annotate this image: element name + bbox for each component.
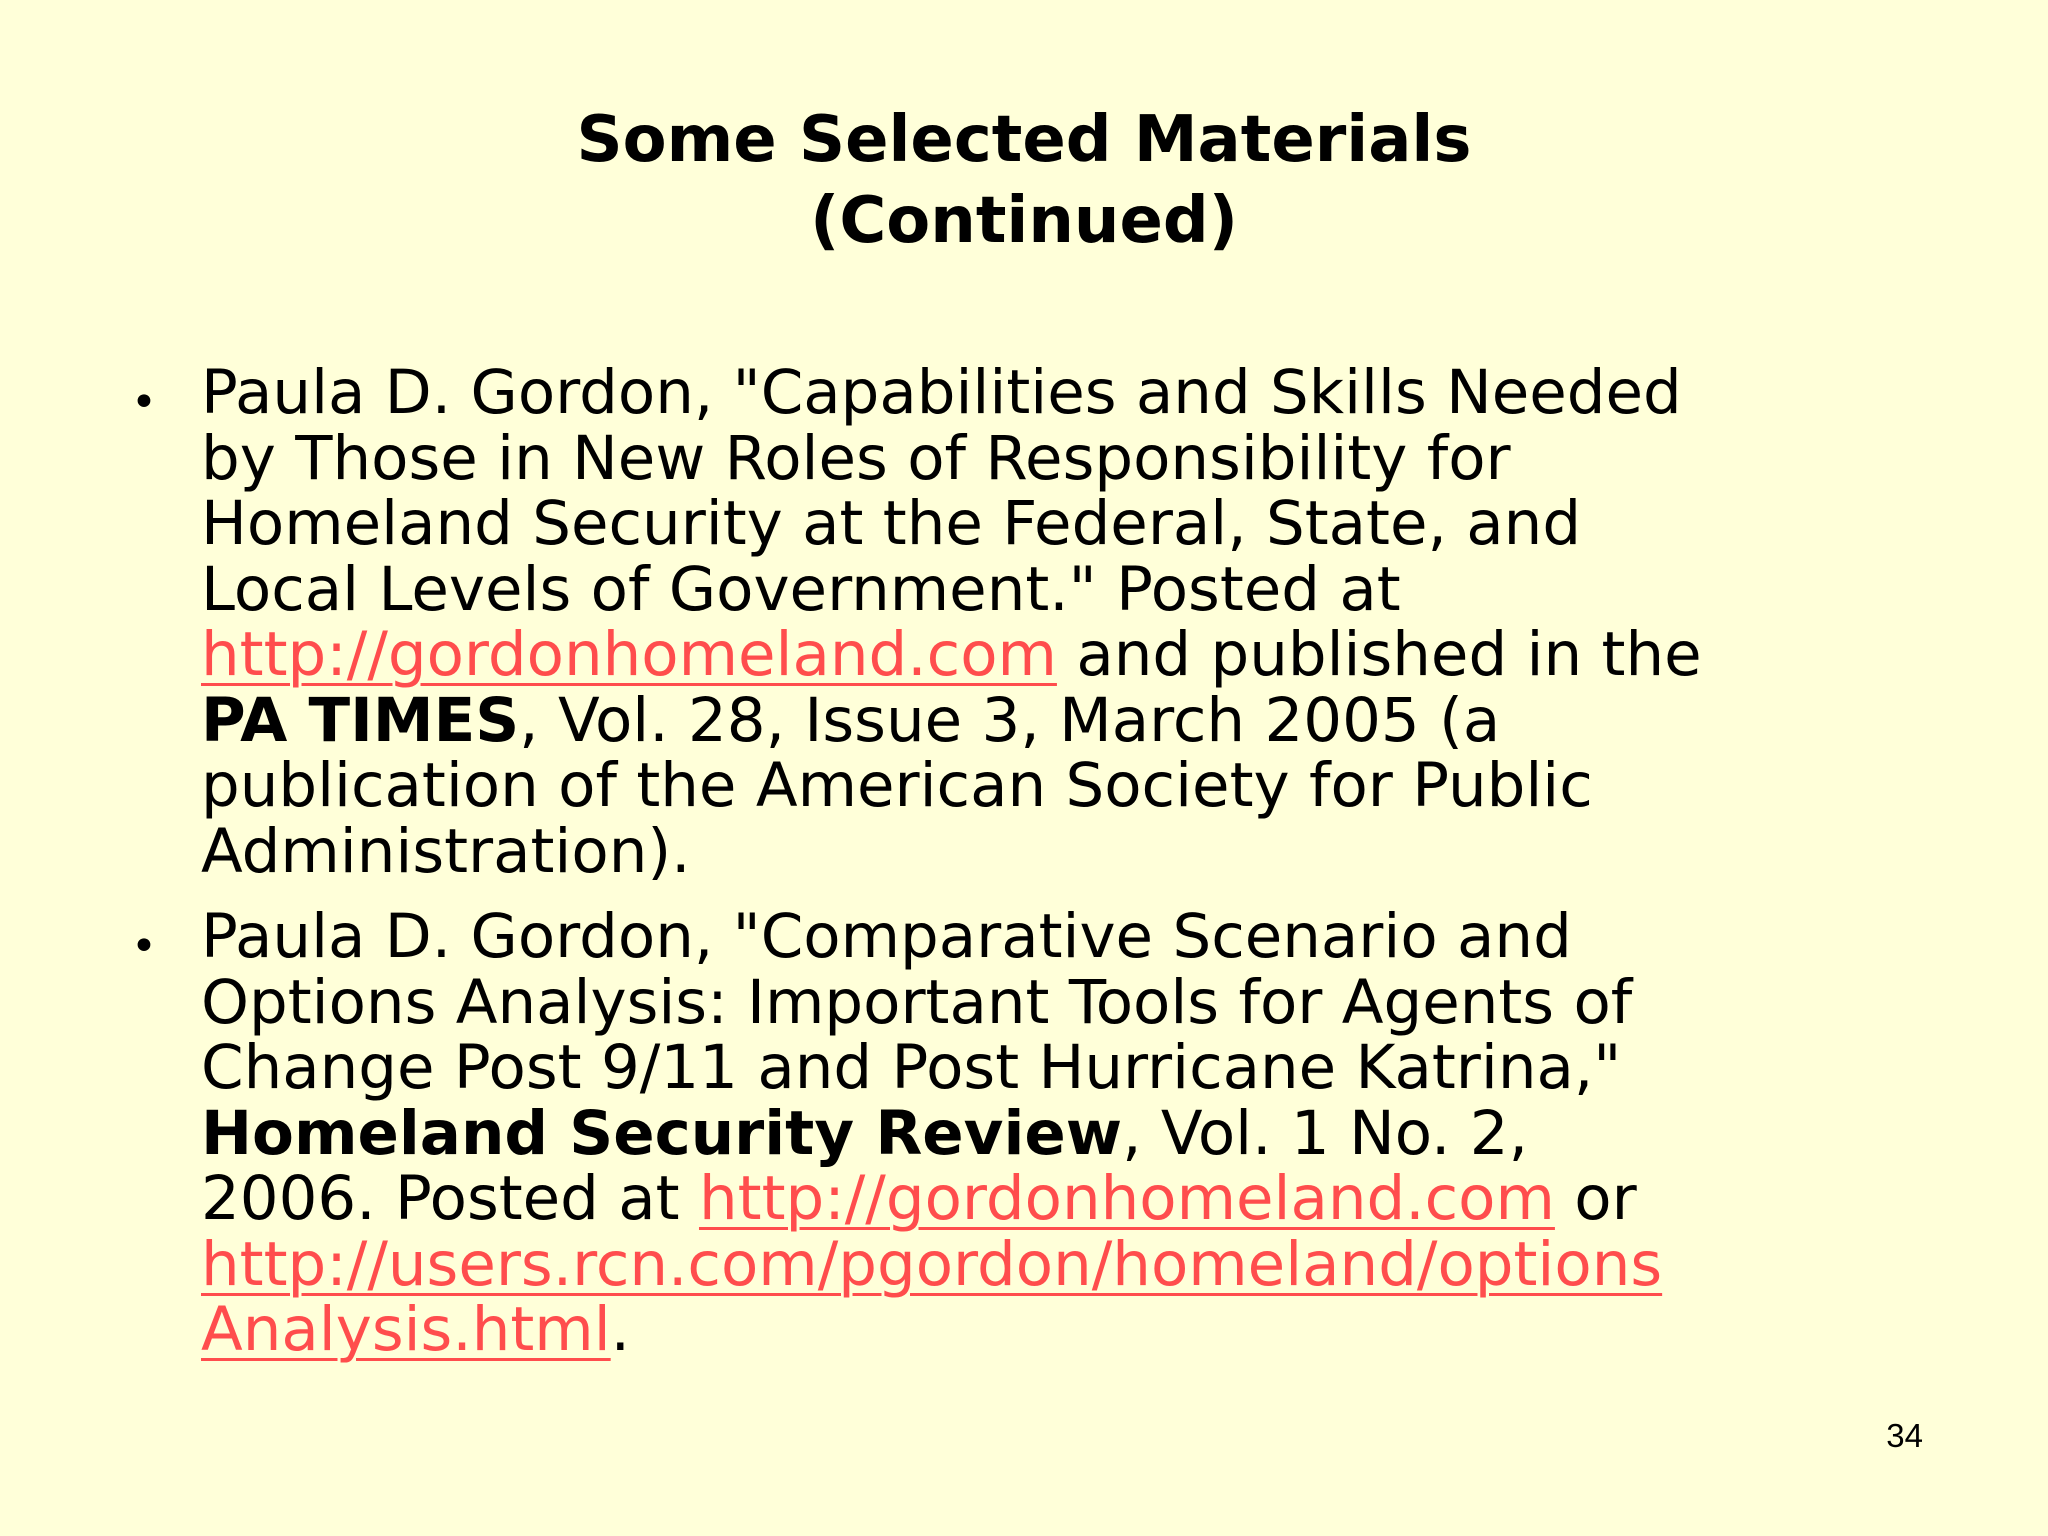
- text-line: Homeland Security at the Federal, State, and: [201, 488, 1582, 559]
- bullet-list: [127, 357, 1927, 1383]
- end-punctuation: .: [610, 1294, 631, 1365]
- text-line: [201, 1097, 1927, 1169]
- homeland-security-review-publication: Homeland Security Review: [201, 1097, 1123, 1169]
- gordonhomeland-link[interactable]: http://gordonhomeland.com: [201, 619, 1057, 690]
- options-analysis-link-part-2[interactable]: Analysis.html: [201, 1294, 611, 1365]
- text-line: [201, 1294, 1927, 1365]
- title-line-2: (Continued): [810, 184, 1238, 258]
- text-line: [201, 684, 1927, 756]
- slide-title: [0, 100, 2048, 262]
- posted-prefix: 2006. Posted at: [201, 1163, 699, 1234]
- options-analysis-link-part-1[interactable]: http://users.rcn.com/pgordon/homeland/options: [201, 1228, 1663, 1300]
- pa-times-publication: PA TIMES: [201, 684, 520, 756]
- text-line: [201, 1163, 1927, 1234]
- title-line-1: Some Selected Materials: [576, 103, 1472, 177]
- after-link-text: and published in the: [1056, 619, 1702, 690]
- bullet-text: [201, 357, 1927, 887]
- text-line: Administration).: [201, 815, 691, 887]
- text-line: by Those in New Roles of Responsibility for: [201, 422, 1511, 494]
- bullet-item-capabilities-skills: [127, 357, 1927, 887]
- page-number: 34: [1886, 1417, 1923, 1454]
- bullet-item-scenario-analysis: [127, 901, 1927, 1365]
- text-line: [201, 1228, 1927, 1300]
- text-line: Local Levels of Government." Posted at: [201, 553, 1401, 625]
- text-line: Paula D. Gordon, "Comparative Scenario and: [201, 901, 1572, 972]
- publication-details: , Vol. 1 No. 2,: [1122, 1097, 1528, 1169]
- bullet-text: [201, 901, 1927, 1365]
- bullet-dot-icon: •: [131, 377, 157, 428]
- text-line: [201, 619, 1927, 690]
- bullet-dot-icon: •: [131, 921, 157, 972]
- or-text: or: [1554, 1163, 1637, 1234]
- text-line: Paula D. Gordon, "Capabilities and Skills Needed: [201, 357, 1682, 428]
- publication-details: , Vol. 28, Issue 3, March 2005 (a: [519, 684, 1501, 756]
- text-line: publication of the American Society for Public: [201, 750, 1593, 821]
- text-line: Options Analysis: Important Tools for Agents of: [201, 966, 1633, 1038]
- gordonhomeland-link[interactable]: http://gordonhomeland.com: [698, 1163, 1555, 1234]
- text-line: Change Post 9/11 and Post Hurricane Katrina,": [201, 1032, 1622, 1103]
